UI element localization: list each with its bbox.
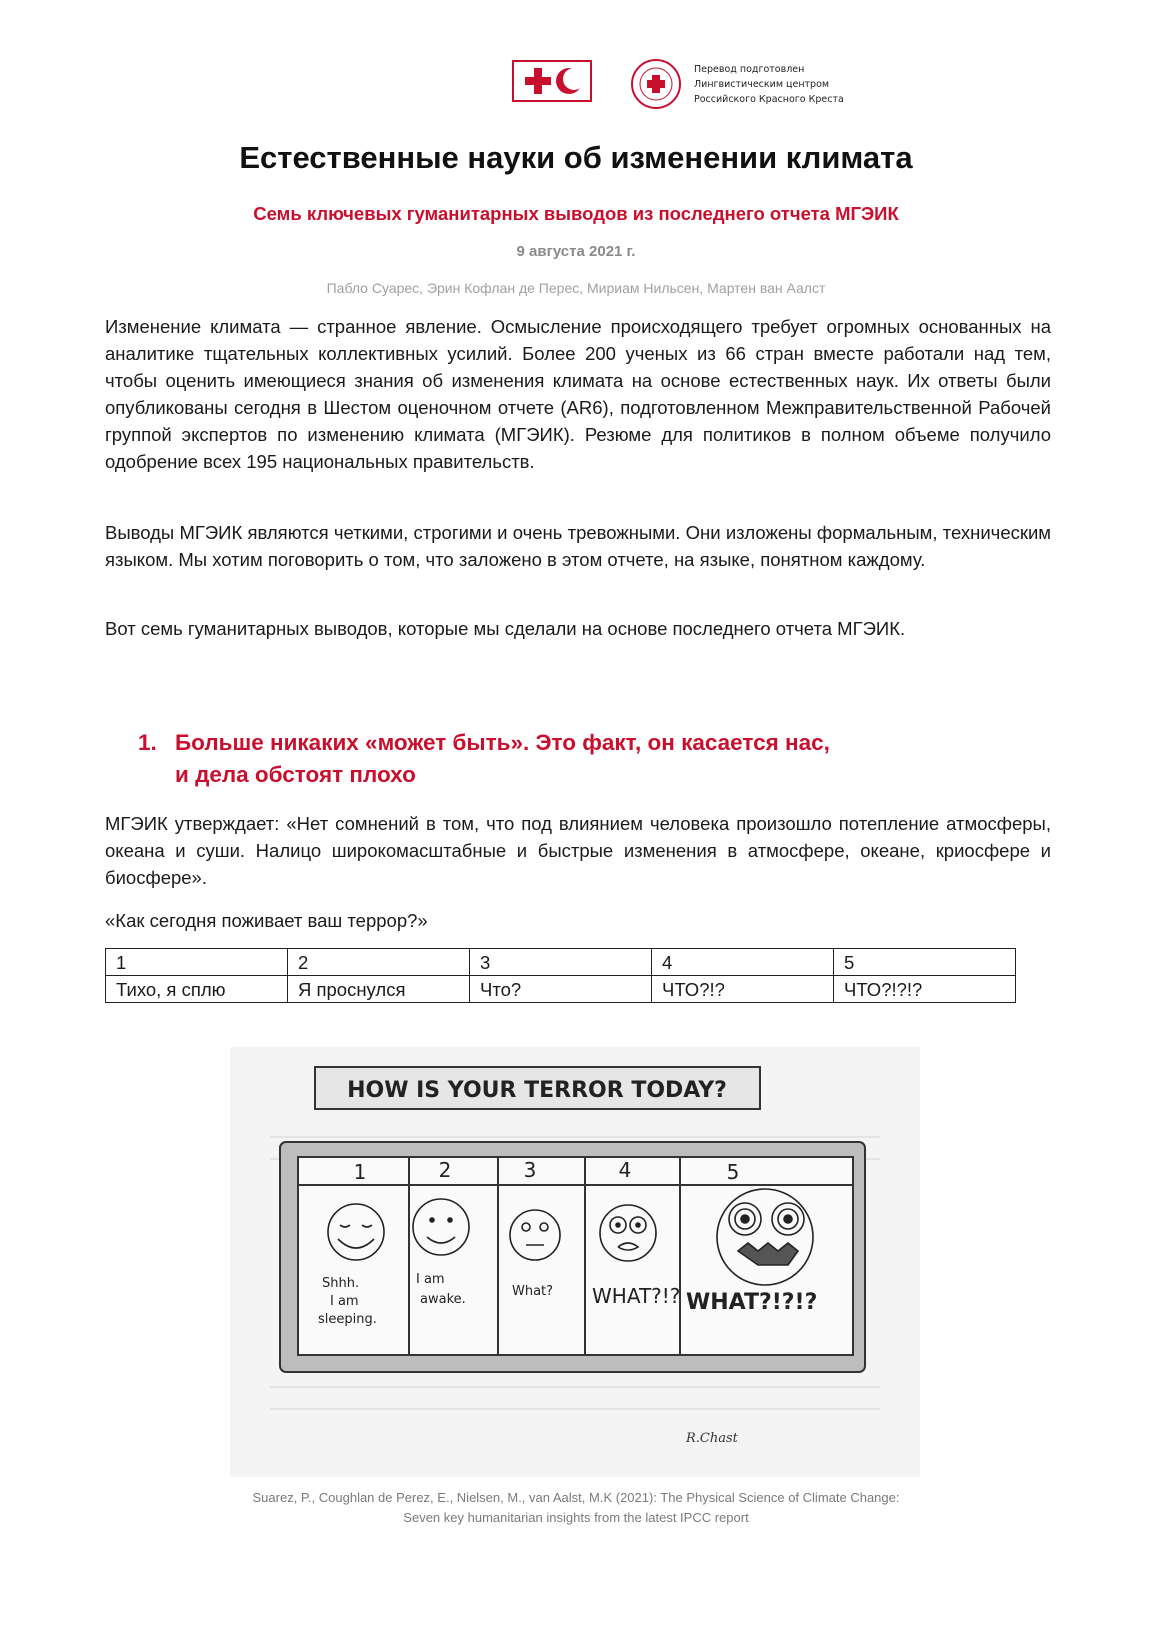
heading-line: и дела обстоят плохо bbox=[175, 762, 416, 787]
translation-note-line: Перевод подготовлен bbox=[694, 64, 805, 75]
table-cell: 3 bbox=[470, 949, 652, 976]
panel-number: 5 bbox=[726, 1160, 740, 1184]
table-cell: 4 bbox=[652, 949, 834, 976]
russian-red-cross-logo bbox=[630, 58, 682, 110]
panel-caption: What? bbox=[512, 1284, 554, 1299]
table-cell: ЧТО?!? bbox=[652, 976, 834, 1003]
terror-scale-table bbox=[105, 948, 1016, 1003]
panel-caption: WHAT?!?!? bbox=[686, 1290, 818, 1315]
table-cell: 2 bbox=[288, 949, 470, 976]
page-title: Естественные науки об изменении климата bbox=[239, 140, 913, 175]
table-cell: Я проснулся bbox=[288, 976, 470, 1003]
intro-paragraph: Изменение климата — странное явление. Осмысление происходящего требует огромных основанных на аналитике тщательных коллективных усилий. Более 200 ученых из 66 стран вместе работали над тем, чтобы оценить имеющиеся знания об изменения климата на основе естественных наук. Их ответы были опубликованы сегодня в Шестом оценочном отчете (AR6), подготовленном Межправительственной Рабочей группой экспертов по изменению климата (МГЭИК). Резюме для политиков в полном объеме получило одобрение всех 195 национальных правительств. bbox=[105, 316, 1051, 472]
table-cell: Тихо, я сплю bbox=[106, 976, 288, 1003]
seven-insights-paragraph: Вот семь гуманитарных выводов, которые мы сделали на основе последнего отчета МГЭИК. bbox=[105, 618, 906, 639]
findings-paragraph: Выводы МГЭИК являются четкими, строгими и очень тревожными. Они изложены формальным, техническим языком. Мы хотим поговорить о том, что заложено в этом отчете, на языке, понятном каждому. bbox=[105, 522, 1051, 570]
red-cross-crescent-icon bbox=[514, 62, 590, 100]
ifrc-logo bbox=[512, 60, 592, 102]
table-row bbox=[106, 976, 1016, 1003]
translation-note-line: Лингвистическим центром bbox=[694, 79, 830, 90]
translation-note-line: Российского Красного Креста bbox=[694, 94, 844, 105]
section-1-body: МГЭИК утверждает: «Нет сомнений в том, что под влиянием человека произошло потепление атмосферы, океана и суши. Налицо широкомасштабные и быстрые изменения в атмосфере, океане, криосфере и биосфере». bbox=[105, 813, 1051, 888]
table-cell: 5 bbox=[834, 949, 1016, 976]
table-row bbox=[106, 949, 1016, 976]
table-cell: Что? bbox=[470, 976, 652, 1003]
table-cell: 1 bbox=[106, 949, 288, 976]
table-cell: ЧТО?!?!? bbox=[834, 976, 1016, 1003]
publication-date: 9 августа 2021 г. bbox=[516, 243, 636, 260]
caption-line: Seven key humanitarian insights from the latest IPCC report bbox=[403, 1510, 749, 1525]
panel-number: 2 bbox=[438, 1158, 452, 1182]
authors: Пабло Суарес, Эрин Кофлан де Перес, Мириам Нильсен, Мартен ван Аалст bbox=[326, 280, 826, 296]
panel-number: 4 bbox=[618, 1158, 632, 1182]
panel-caption: awake. bbox=[420, 1292, 466, 1307]
terror-quote: «Как сегодня поживает ваш террор?» bbox=[105, 910, 428, 931]
panel-caption: I am bbox=[330, 1294, 359, 1309]
figure-caption bbox=[0, 1488, 1152, 1528]
cartoon-signature: R.Chast bbox=[686, 1431, 738, 1446]
panel-caption: sleeping. bbox=[318, 1312, 377, 1327]
panel-number: 3 bbox=[523, 1158, 537, 1182]
page-subtitle: Семь ключевых гуманитарных выводов из последнего отчета МГЭИК bbox=[253, 203, 899, 224]
section-number: 1. bbox=[138, 730, 157, 755]
heading-line: Больше никаких «может быть». Это факт, он касается нас, bbox=[175, 730, 830, 755]
terror-cartoon bbox=[230, 1047, 920, 1477]
panel-caption: I am bbox=[416, 1272, 445, 1287]
cartoon-banner: HOW IS YOUR TERROR TODAY? bbox=[347, 1078, 727, 1103]
translation-note bbox=[694, 62, 854, 107]
panel-caption: Shhh. bbox=[322, 1276, 360, 1291]
caption-line: Suarez, P., Coughlan de Perez, E., Nielsen, M., van Aalst, M.K (2021): The Physical Science of Climate Change: bbox=[252, 1490, 900, 1505]
header-logos bbox=[512, 58, 842, 114]
panel-caption: WHAT?!? bbox=[592, 1284, 681, 1308]
panel-number: 1 bbox=[353, 1160, 367, 1184]
